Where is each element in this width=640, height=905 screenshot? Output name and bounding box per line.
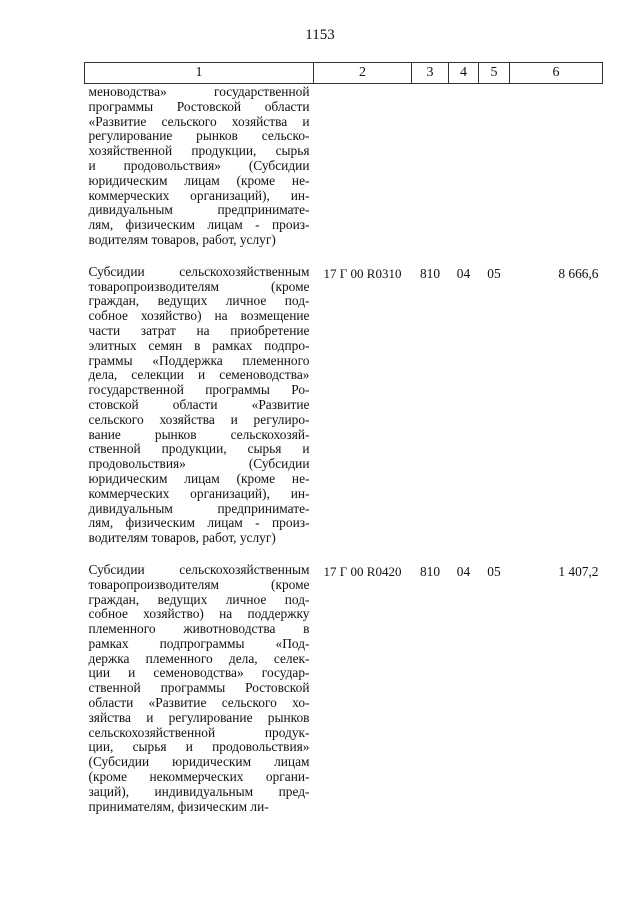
description-line: и продовольствия» (Субсидии [88,157,310,173]
subsection-code: 05 [487,563,501,579]
expense-type-code [412,84,449,264]
target-article-code: 17 Г 00 R0420 [323,563,402,579]
subsection-code [479,84,510,264]
description-line: ции, сырья и продовольствия» [88,739,310,755]
subsection-code: 05 [487,265,501,281]
description-line: стовской области «Развитие [88,396,310,412]
description-line: вание рынков сельскохозяй- [88,426,310,442]
description-line: программы Ростовской области [88,98,310,114]
table-row [85,562,603,831]
row-description [85,84,314,264]
description-line: «Развитие сельского хозяйства и [88,113,310,129]
budget-table [84,62,603,830]
description-line: Субсидии сельскохозяйственным [88,263,310,279]
description-line: коммерческих организаций), ин- [88,485,310,501]
column-header-1: 1 [85,63,314,84]
expense-type-code: 810 [419,265,441,281]
description-line: дивидуальным предпринимате- [88,202,310,218]
description-line: регулирование рынков сельско- [88,128,310,144]
description-line: (Субсидии юридическим лицам [88,754,310,770]
column-header-4: 4 [449,63,479,84]
description-line: сельского хозяйства и регулиро- [88,411,310,427]
description-line: заций), индивидуальным пред- [88,783,310,799]
description-line: граммы «Поддержка племенного [88,352,310,368]
column-header-2: 2 [314,63,412,84]
description-line: собное хозяйство) на возмещение [88,308,310,324]
description-line: собное хозяйство) на поддержку [88,606,310,622]
description-line: племенного животноводства в [88,621,310,637]
description-line: зяйства и регулирование рынков [88,709,310,725]
section-code: 04 [456,563,471,579]
target-article-code [314,84,412,264]
row-description [85,264,314,562]
description-line: юридическим лицам (кроме не- [88,470,310,486]
table-row [85,264,603,562]
description-line: (кроме некоммерческих органи- [88,769,310,785]
description-line: элитных семян в рамках подпро- [88,337,310,353]
page-number: 1153 [305,27,335,43]
description-line: лям, физическим лицам - произ- [88,515,310,531]
description-line: принимателям, физическим ли- [88,798,269,814]
column-header-3: 3 [412,63,449,84]
amount-value [510,84,603,264]
header-row [85,63,603,84]
description-line: меноводства» государственной [88,84,310,99]
description-line: Субсидии сельскохозяйственным [88,561,310,577]
description-line: коммерческих организаций), ин- [88,187,310,203]
description-line: части затрат на приобретение [88,322,310,338]
amount-value: 1 407,2 [558,563,599,579]
table-row [85,84,603,264]
column-header-5: 5 [479,63,510,84]
description-line: товаропроизводителям (кроме [88,278,310,294]
description-line: водителям товаров, работ, услуг) [88,231,276,247]
description-line: лям, физическим лицам - произ- [88,217,310,233]
section-code [449,84,479,264]
description-line: юридическим лицам (кроме не- [88,172,310,188]
description-line: товаропроизводителям (кроме [88,576,310,592]
description-line: ции и семеноводства» государ- [88,665,310,681]
description-line: сельскохозяйственной продук- [88,724,310,740]
target-article-code: 17 Г 00 R0310 [323,265,402,281]
description-line: дивидуальным предпринимате- [88,500,310,516]
description-line: ственной продукции, сырья и [88,441,310,457]
description-line: хозяйственной продукции, сырья [88,143,310,159]
description-line: государственной программы Ро- [88,382,310,398]
description-line: продовольствия» (Субсидии [88,456,310,472]
row-description [85,562,314,831]
column-header-6: 6 [510,63,603,84]
description-line: граждан, ведущих личное под- [88,591,310,607]
expense-type-code: 810 [419,563,441,579]
description-line: рамках подпрограммы «Под- [88,635,310,651]
description-line: водителям товаров, работ, услуг) [88,530,276,546]
description-line: граждан, ведущих личное под- [88,293,310,309]
amount-value: 8 666,6 [558,265,599,281]
section-code: 04 [456,265,471,281]
description-line: области «Развитие сельского хо- [88,695,310,711]
description-line: дела, селекции и семеноводства» [88,367,310,383]
description-line: ственной программы Ростовской [88,680,310,696]
description-line: держка племенного дела, селек- [88,650,310,666]
